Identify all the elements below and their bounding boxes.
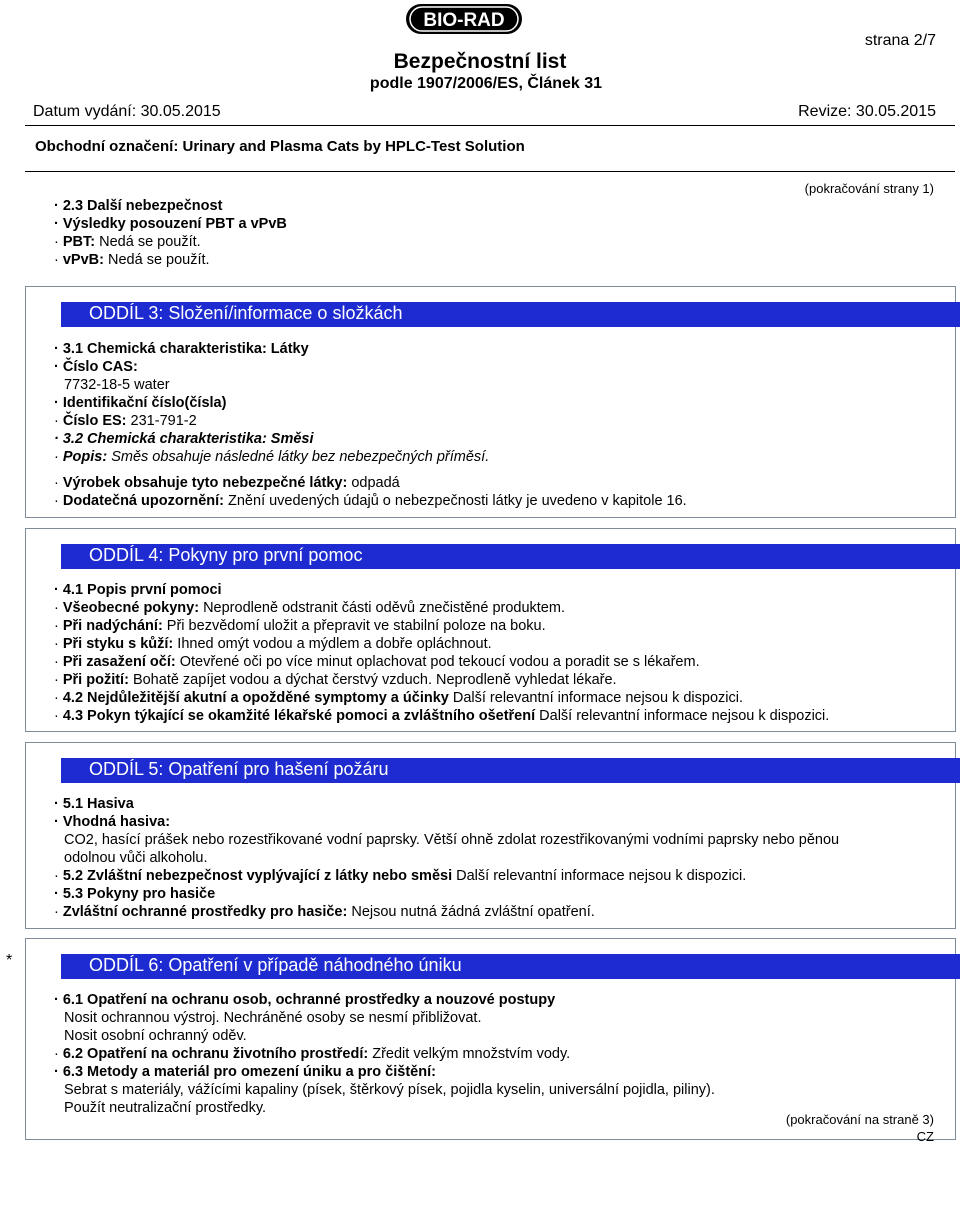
document-title: Bezpečnostní list <box>393 50 567 73</box>
pbt-title: · Výsledky posouzení PBT a vPvB <box>54 216 287 232</box>
continued-from: (pokračování strany 1) <box>804 181 934 196</box>
s5-3: · 5.3 Pokyny pro hasiče <box>54 886 216 902</box>
ident-label: · Identifikační číslo(čísla) <box>54 395 227 411</box>
vyrobek-line: · Výrobek obsahuje tyto nebezpečné látky: odpadá <box>54 475 400 491</box>
s6-1-text-1: Nosit ochrannou výstroj. Nechráněné osoby se nesmí přibližovat. <box>64 1010 482 1026</box>
page-number: strana 2/7 <box>864 32 936 49</box>
s3-2: · 3.2 Chemická charakteristika: Směsi <box>54 431 314 447</box>
s6-1: · 6.1 Opatření na ochranu osob, ochranné prostředky a nouzové postupy <box>54 992 556 1008</box>
cas-label: · Číslo CAS: <box>54 359 138 375</box>
pbt-line: · PBT: Nedá se použít. <box>54 234 201 250</box>
issue-date: Datum vydání: 30.05.2015 <box>33 103 221 120</box>
s2-3-heading: · 2.3 Další nebezpečnost <box>54 198 223 214</box>
header-divider <box>25 125 955 126</box>
s3-1: · 3.1 Chemická charakteristika: Látky <box>54 341 309 357</box>
vpvb-line: · vPvB: Nedá se použít. <box>54 252 210 268</box>
s6-3: · 6.3 Metody a materiál pro omezení úniku a pro čištění: <box>54 1064 436 1080</box>
s4-1: · 4.1 Popis první pomoci <box>54 582 222 598</box>
trade-divider <box>25 171 955 172</box>
continued-on: (pokračování na straně 3) <box>785 1112 934 1127</box>
document-subtitle: podle 1907/2006/ES, Článek 31 <box>369 75 603 92</box>
dodat-line: · Dodatečná upozornění: Znění uvedených údajů o nebezpečnosti látky je uvedeno v kapitole 16. <box>54 493 687 509</box>
s6-1-text-2: Nosit osobní ochranný oděv. <box>64 1028 247 1044</box>
revision-marker: * <box>6 952 13 969</box>
s6-3-text-2: Použít neutralizační prostředky. <box>64 1100 267 1116</box>
language-code: CZ <box>916 1129 934 1144</box>
eye-line: · Při zasažení očí: Otevřené oči po více minut oplachovat pod tekoucí vodou a poradit se s lékařem. <box>54 654 700 670</box>
popis-line: · Popis: Směs obsahuje následné látky bez nebezpečných příměsí. <box>54 449 490 465</box>
suitable-text-2: odolnou vůči alkoholu. <box>64 850 208 866</box>
bio-rad-logo <box>405 3 523 35</box>
section-3-header: ODDÍL 3: Složení/informace o složkách <box>61 302 960 327</box>
s6-2-line: · 6.2 Opatření na ochranu životního prostředí: Zředit velkým množstvím vody. <box>54 1046 571 1062</box>
logo-text: BIO-RAD <box>423 10 505 31</box>
es-line: · Číslo ES: 231-791-2 <box>54 413 197 429</box>
trade-name: Obchodní označení: Urinary and Plasma Cats by HPLC-Test Solution <box>35 138 525 155</box>
general-line: · Všeobecné pokyny: Neprodleně odstranit části oděvů znečistěné produktem. <box>54 600 565 616</box>
section-4-header: ODDÍL 4: Pokyny pro první pomoc <box>61 544 960 569</box>
suitable-text-1: CO2, hasící prášek nebo rozestřikované vodní paprsky. Větší ohně zdolat rozestřikovanými vodními paprsky nebo pěnou <box>64 832 840 848</box>
skin-line: · Při styku s kůží: Ihned omýt vodou a mýdlem a dobře opláchnout. <box>54 636 492 652</box>
s6-3-text-1: Sebrat s materiály, vážícími kapaliny (písek, štěrkový písek, pojidla kyselin, universální pojidla, piliny). <box>64 1082 715 1098</box>
suitable-label: · Vhodná hasiva: <box>54 814 171 830</box>
s4-2-line: · 4.2 Nejdůležitější akutní a opožděné symptomy a účinky Další relevantní informace nejsou k dispozici. <box>54 690 744 706</box>
s5-2-line: · 5.2 Zvláštní nebezpečnost vyplývající z látky nebo směsi Další relevantní informace nejsou k dispozici. <box>54 868 747 884</box>
equip-line: · Zvláštní ochranné prostředky pro hasiče: Nejsou nutná žádná zvláštní opatření. <box>54 904 595 920</box>
ingest-line: · Při požití: Bohatě zapíjet vodou a dýchat čerstvý vzduch. Neprodleně vyhledat lékaře. <box>54 672 617 688</box>
inhal-line: · Při nadýchání: Při bezvědomí uložit a přepravit ve stabilní poloze na boku. <box>54 618 546 634</box>
section-5-header: ODDÍL 5: Opatření pro hašení požáru <box>61 758 960 783</box>
s4-3-line: · 4.3 Pokyn týkající se okamžité lékařské pomoci a zvláštního ošetření Další relevantní informace nejsou k dispozici. <box>54 708 830 724</box>
s5-1: · 5.1 Hasiva <box>54 796 134 812</box>
revision-date: Revize: 30.05.2015 <box>798 103 936 120</box>
section-6-header: ODDÍL 6: Opatření v případě náhodného úniku <box>61 954 960 979</box>
cas-value: 7732-18-5 water <box>64 377 170 393</box>
